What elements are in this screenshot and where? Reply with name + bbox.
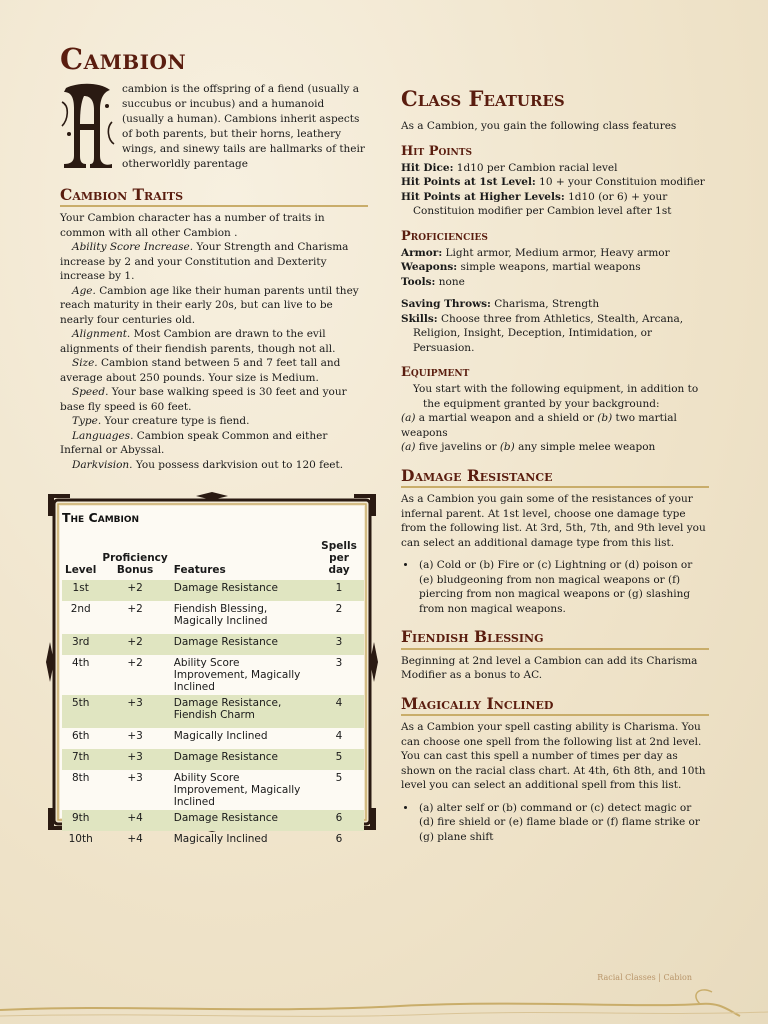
table-body (62, 580, 364, 852)
armor-prof: Armor: Light armor, Medium armor, Heavy armor (401, 246, 670, 259)
col-features: Features (173, 564, 226, 576)
fiendish-blessing-text: Beginning at 2nd level a Cambion can add its Charisma Modifier as a bonus to AC. (401, 654, 698, 682)
table-row: 3rd +2 Damage Resistance 3 (62, 634, 364, 655)
traits-heading: Cambion Traits (60, 186, 368, 208)
equipment-intro: You start with the following equipment, in addition to the equipment granted by your background: (413, 383, 699, 410)
intro-paragraph (60, 82, 368, 174)
hp-first-level: Hit Points at 1st Level: 10 + your Constituion modifier (401, 176, 705, 188)
trait-age: Age. Cambion age like their human parents until they reach maturity in their early 20s, but can live to be nearly four centuries old. (60, 284, 359, 326)
equipment-heading: Equipment (401, 365, 470, 380)
trait-speed: Speed. Your base walking speed is 30 feet and your base fly speed is 60 feet. (60, 386, 347, 413)
hit-points-heading: Hit Points (401, 143, 472, 159)
cambion-table-frame (46, 492, 378, 845)
col-spells: Spells per day (321, 540, 357, 576)
cambion-table (62, 540, 364, 852)
equipment-option-2: (a) five javelins or (b) any simple melee weapon (401, 441, 656, 453)
magically-inclined-heading: Magically Inclined (401, 695, 709, 717)
traits-list (60, 240, 368, 472)
class-features-intro: As a Cambion, you gain the following class features (401, 120, 677, 132)
table-header-row (62, 540, 364, 580)
page-title: Cambion (60, 42, 187, 76)
col-level: Level (65, 564, 97, 576)
col-proficiency: Proficiency Bonus (102, 552, 168, 576)
damage-resistance-text: As a Cambion you gain some of the resistances of your infernal parent. At 1st level, choose one damage type from the following list. At 3rd, 5th, 7th, and 9th level you can select an additional damage type from this list. (401, 493, 706, 549)
damage-resistance-heading: Damage Resistance (401, 467, 709, 489)
trait-size: Size. Cambion stand between 5 and 7 feet tall and average about 250 pounds. Your size is Medium. (60, 357, 341, 384)
table-row: 7th +3 Damage Resistance 5 (62, 749, 364, 770)
trait-darkvision: Darkvision. You possess darkvision out to 120 feet. (72, 458, 344, 471)
damage-resistance-list (401, 558, 709, 616)
table-panel (60, 506, 364, 845)
table-row: 8th +3 Ability Score Improvement, Magically Inclined 5 (71, 772, 343, 808)
intro-text: cambion is the offspring of a fiend (usually a succubus or incubus) and a humanoid (usually a human). Cambions inherit aspects of both parents, but their horns, leathery wings, and sinewy tails are hallmarks of their otherworldly parentage (122, 82, 365, 170)
hit-dice: Hit Dice: 1d10 per Cambion racial level (401, 161, 618, 174)
trait-languages: Languages. Cambion speak Common and either Infernal or Abyssal. (60, 429, 328, 457)
tools-prof: Tools: none (401, 275, 465, 288)
hp-higher-levels: Hit Points at Higher Levels: 1d10 (or 6) + your Constituion modifier per Cambion level after 1st (401, 190, 672, 217)
right-column (401, 86, 709, 852)
dropcap-ornament (60, 82, 116, 170)
left-column (60, 44, 368, 472)
class-features-heading: Class Features (401, 86, 565, 111)
page-footer: Racial Classes | Cabion (597, 973, 692, 982)
table-row: 4th +2 Ability Score Improvement, Magically Inclined 3 (71, 657, 343, 693)
bottom-border-ornament (0, 986, 768, 1024)
trait-ability: Ability Score Increase. Your Strength and Charisma increase by 2 and your Constitution and Dexterity increase by 1. (60, 241, 349, 283)
table-row: 1st +2 Damage Resistance 1 (62, 580, 364, 601)
proficiencies-heading: Proficiencies (401, 228, 488, 244)
table-row: 9th +4 Damage Resistance 6 (62, 810, 364, 831)
spell-list (401, 801, 709, 845)
table-row: 2nd +2 Fiendish Blessing, Magically Inclined 2 (70, 603, 343, 627)
table-row: 6th +3 Magically Inclined 4 (71, 730, 343, 742)
weapons-prof: Weapons: simple weapons, martial weapons (401, 261, 641, 273)
table-row: 5th +3 Damage Resistance, Fiendish Charm 4 (62, 695, 364, 728)
trait-alignment: Alignment. Most Cambion are drawn to the evil alignments of their fiendish parents, though not all. (60, 328, 336, 355)
skills: Skills: Choose three from Athletics, Stealth, Arcana, Religion, Insight, Deception, Intimidation, or Persuasion. (401, 312, 684, 354)
list-item: • (a) alter self or (b) command or (c) detect magic or (d) fire shield or (e) flame blade or (f) flame strike or (g) plane shift (417, 801, 709, 845)
fiendish-blessing-heading: Fiendish Blessing (401, 628, 709, 650)
table-row: 10th +4 Magically Inclined 6 (68, 833, 343, 845)
traits-intro: Your Cambion character has a number of traits in common with all other Cambion . (60, 212, 325, 239)
saving-throws: Saving Throws: Charisma, Strength (401, 298, 600, 310)
table-title: The Cambion (62, 510, 140, 525)
list-item: • (a) Cold or (b) Fire or (c) Lightning or (d) poison or (e) bludgeoning from non magical weapons or (f) piercing from non magical weapons or (g) slashing from non magical weapons. (417, 558, 709, 616)
magically-inclined-text: As a Cambion your spell casting ability is Charisma. You can choose one spell from the following list at 2nd level. You can cast this spell a number of times per day as shown on the racial class chart. At 4th, 6th 8th, and 10th level you can select an additional spell from this list. (401, 721, 706, 792)
trait-type: Type. Your creature type is fiend. (72, 415, 250, 428)
equipment-option-1: (a) a martial weapon and a shield or (b) two martial weapons (401, 412, 677, 439)
